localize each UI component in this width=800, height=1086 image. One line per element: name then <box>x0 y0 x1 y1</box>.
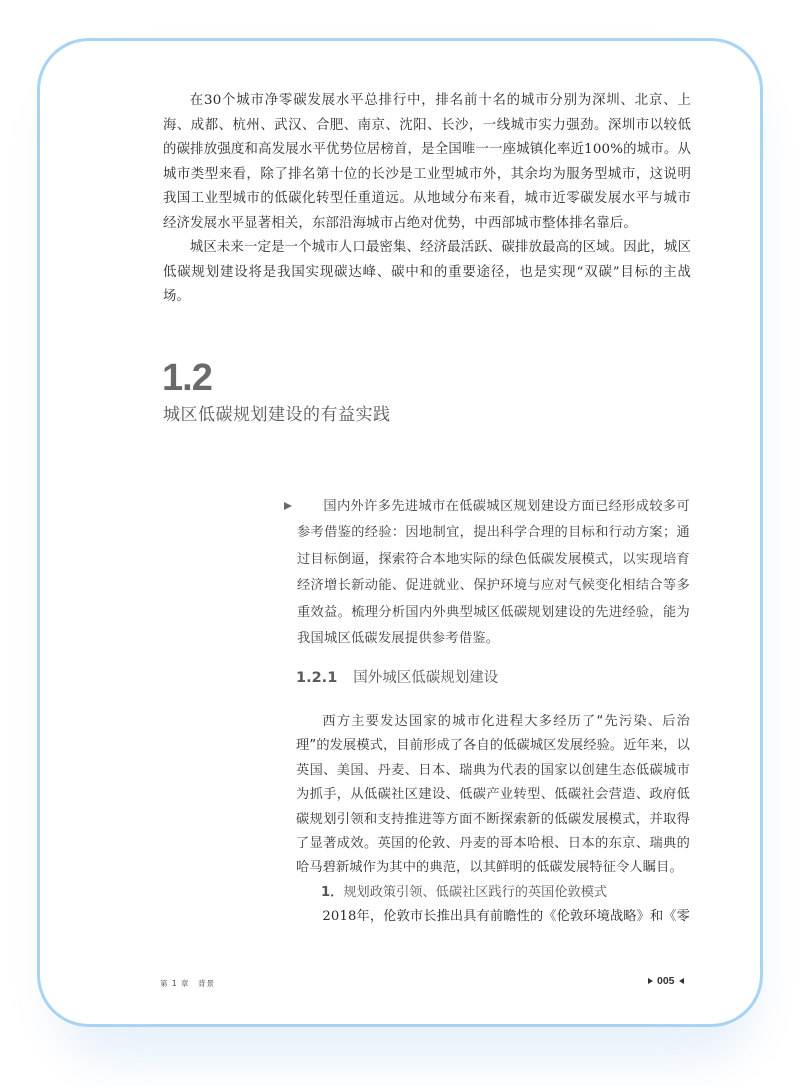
page-number-block <box>648 975 684 987</box>
item-number: 1． <box>321 885 344 900</box>
triangle-left-icon <box>679 978 684 984</box>
section-number: 1.2 <box>162 357 212 399</box>
item-heading <box>321 881 607 905</box>
page-number: 005 <box>657 975 675 987</box>
item-title: 规划政策引领、低碳社区践行的英国伦敦模式 <box>343 885 608 900</box>
running-footer-chapter: 第 1 章 背景 <box>160 979 216 988</box>
body-paragraph-ranking: 在30个城市净零碳发展水平总排行中，排名前十名的城市分别为深圳、北京、上海、成都、杭州、武汉、合肥、南京、沈阳、长沙，一线城市实力强劲。深圳市以较低的碳排放强度和高发展水平优势位居榜首，是全国唯一一座城镇化率近100%的城市。从城市类型来看，除了排名第十位的长沙是工业型城市外，其余均为服务型城市，这说明我国工业型城市的低碳化转型任重道远。从地域分布来看，城市近零碳发展水平与城市经济发展水平显著相关，东部沿海城市占绝对优势，中西部城市整体排名靠后。 <box>163 93 691 231</box>
body-paragraph-urban-district: 城区未来一定是一个城市人口最密集、经济最活跃、碳排放最高的区域。因此，城区低碳规划建设将是我国实现碳达峰、碳中和的重要途径，也是实现“双碳”目标的主战场。 <box>163 240 691 304</box>
triangle-right-icon <box>648 978 653 984</box>
triangle-bullet-icon <box>284 502 292 510</box>
subsection-number: 1.2.1 <box>296 670 338 686</box>
section-title: 城区低碳规划建设的有益实践 <box>163 405 391 425</box>
item-paragraph: 2018年，伦敦市长推出具有前瞻性的《伦敦环境战略》和《零 <box>322 909 690 924</box>
section-intro: 国内外许多先进城市在低碳城区规划建设方面已经形成较多可参考借鉴的经验：因地制宜，提出科学合理的目标和行动方案；通过目标倒逼，探索符合本地实际的绿色低碳发展模式，以实现培育经济增长新动能、促进就业、保护环境与应对气候变化相结合等多重效益。梳理分析国内外典型城区低碳规划建设的先进经验，能为我国城区低碳发展提供参考借鉴。 <box>297 499 690 647</box>
subsection-paragraph: 西方主要发达国家的城市化进程大多经历了“先污染、后治理”的发展模式，目前形成了各自的低碳城区发展经验。近年来，以英国、美国、丹麦、日本、瑞典为代表的国家以创建生态低碳城市为抓手，从低碳社区建设、低碳产业转型、低碳社会营造、政府低碳规划引领和支持推进等方面不断探索新的低碳发展模式，并取得了显著成效。英国的伦敦、丹麦的哥本哈根、日本的东京、瑞典的哈马碧新城作为其中的典范，以其鲜明的低碳发展特征令人瞩目。 <box>296 714 690 876</box>
subsection-heading <box>296 667 498 689</box>
subsection-title: 国外城区低碳规划建设 <box>353 670 499 686</box>
